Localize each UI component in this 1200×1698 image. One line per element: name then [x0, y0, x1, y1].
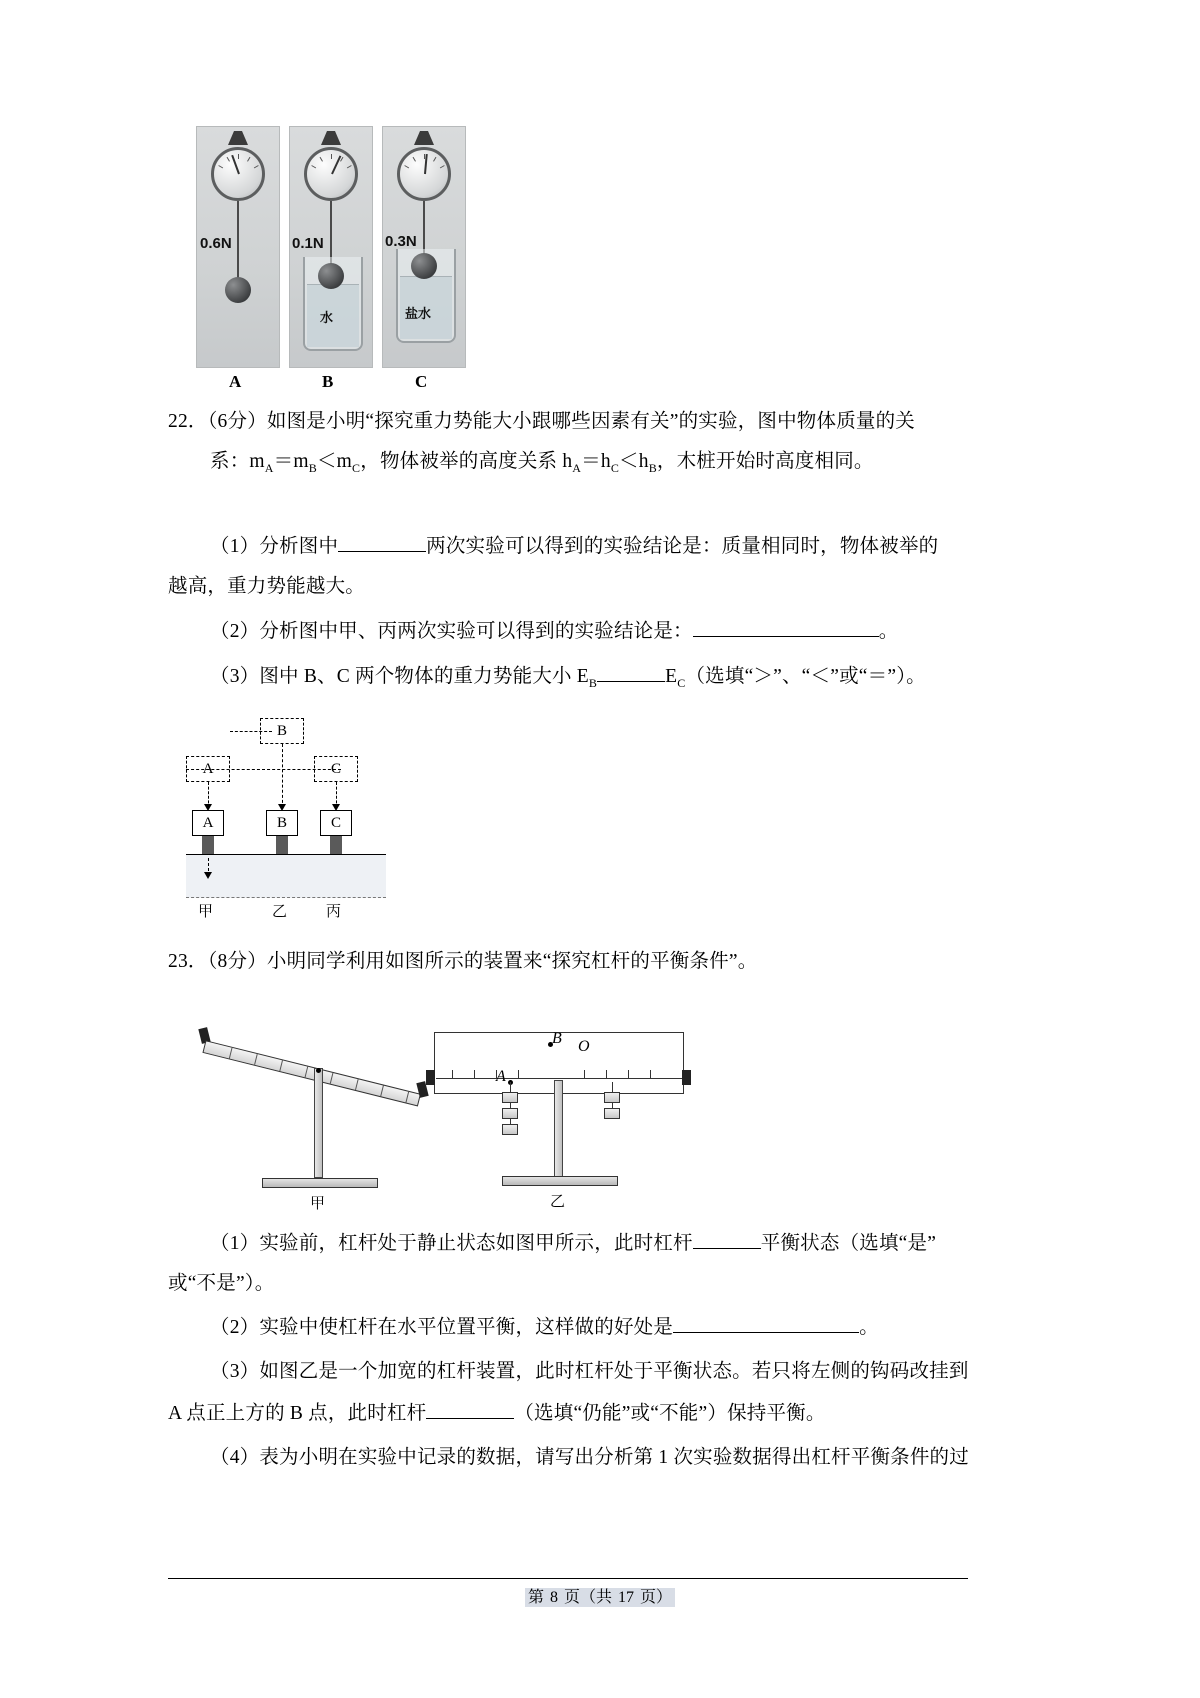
- scale-panel-a: [196, 126, 280, 368]
- figure-spring-scales: [196, 126, 464, 398]
- lever-cap-left-yi: [426, 1070, 435, 1085]
- caption-yi: 乙: [272, 904, 288, 920]
- q22-part3: [210, 655, 926, 705]
- scale-panel-c: [382, 126, 466, 368]
- answer-blank[interactable]: [338, 551, 426, 552]
- caption-a: A: [229, 372, 242, 391]
- lever-cap-right-yi: [682, 1070, 691, 1085]
- answer-blank[interactable]: [673, 1332, 859, 1333]
- label-a: A: [496, 1068, 506, 1085]
- q22-line2-a: 系：m: [210, 451, 265, 472]
- sub-c: C: [352, 460, 361, 475]
- label-o: O: [578, 1038, 590, 1055]
- caption-jia-lever: 甲: [310, 1196, 326, 1212]
- q22-line2-g: ，木桩开始时高度相同。: [656, 451, 874, 472]
- lever-base-yi: [502, 1176, 618, 1186]
- q23-p3-b: A 点正上方的 B 点，此时杠杆: [168, 1403, 427, 1424]
- weight-left-1: [502, 1092, 518, 1103]
- q23-part3-line1: （3）如图乙是一个加宽的杠杆装置，此时杠杆处于平衡状态。若只将左侧的钩码改挂到: [210, 1361, 969, 1382]
- caption-yi-lever: 乙: [550, 1194, 566, 1210]
- q23-line1: 23．（8分）小明同学利用如图所示的装置来“探究杠杆的平衡条件”。: [168, 951, 758, 972]
- dial-icon: [304, 147, 358, 201]
- sub-f: B: [648, 460, 657, 475]
- q23-part2: [210, 1306, 879, 1350]
- figure-scales-captions: [196, 372, 464, 394]
- sub-a: A: [264, 460, 274, 475]
- liquid-label-water: 水: [320, 310, 334, 325]
- q22-line2: [210, 440, 874, 490]
- q23-part1-line1: [210, 1222, 936, 1266]
- q23-p1-b: 平衡状态（选填“是”: [760, 1233, 937, 1254]
- q22-line2-e: ＝h: [581, 451, 611, 472]
- figure-potential-energy: [186, 712, 406, 924]
- q23-p2-b: 。: [859, 1317, 879, 1338]
- q22-line2-f: ＜h: [619, 451, 649, 472]
- page-footer: [0, 1584, 1200, 1607]
- sub-ec: C: [677, 675, 686, 690]
- q23-p3-c: （选填“仍能”或“不能”）保持平衡。: [514, 1403, 826, 1424]
- lever-post-jia: [314, 1068, 323, 1178]
- footer-total-pages: 17: [615, 1588, 637, 1607]
- q22-part2: [210, 610, 898, 654]
- hook-icon: [228, 131, 248, 145]
- answer-blank[interactable]: [693, 1248, 761, 1249]
- q22-line2-b: ＝m: [273, 451, 309, 472]
- q22-part1-line1: [210, 525, 938, 569]
- sub-e: C: [610, 460, 620, 475]
- q22-p3-a: （3）图中 B、C 两个物体的重力势能大小 E: [210, 666, 589, 687]
- scale-reading-a: 0.6N: [200, 235, 232, 252]
- hook-icon: [321, 131, 341, 145]
- answer-blank[interactable]: [693, 636, 879, 637]
- lever-bar-jia: [202, 1040, 421, 1106]
- label-b: B: [552, 1030, 562, 1047]
- weight-right-1: [604, 1092, 620, 1103]
- block-c: C: [320, 810, 352, 836]
- caption-bing: 丙: [326, 904, 342, 920]
- sub-d: A: [572, 460, 582, 475]
- sub-eb: B: [588, 675, 598, 690]
- q23-p2-a: （2）实验中使杠杆在水平位置平衡，这样做的好处是: [210, 1317, 674, 1338]
- footer-rule: [168, 1578, 968, 1579]
- pivot-point-jia: [316, 1068, 321, 1073]
- figure-lever: [196, 1030, 736, 1210]
- q22-p3-b: E: [665, 666, 678, 687]
- dial-icon: [397, 147, 451, 201]
- q22-line1: 22．（6分）如图是小明“探究重力势能大小跟哪些因素有关”的实验，图中物体质量的关: [168, 411, 916, 432]
- answer-blank[interactable]: [426, 1418, 514, 1419]
- q22-line2-d: ，物体被举的高度关系 h: [360, 451, 573, 472]
- q23-part4: （4）表为小明在实验中记录的数据，请写出分析第 1 次实验数据得出杠杆平衡条件的过: [210, 1447, 969, 1468]
- liquid-label-saltwater: 盐水: [405, 306, 432, 321]
- lever-base-jia: [262, 1178, 378, 1188]
- sub-b: B: [308, 460, 317, 475]
- hook-icon: [414, 131, 434, 145]
- ground: [186, 854, 386, 898]
- footer-prefix: 第: [525, 1588, 547, 1607]
- lever-post-yi: [554, 1080, 563, 1178]
- scale-reading-c: 0.3N: [385, 233, 417, 250]
- weight-left-3: [502, 1124, 518, 1135]
- q22-part1-line2: 越高，重力势能越大。: [168, 576, 366, 597]
- caption-b: B: [322, 372, 334, 391]
- weight-left-2: [502, 1108, 518, 1119]
- answer-blank[interactable]: [597, 681, 665, 682]
- q22-p3-c: （选填“＞”、“＜”或“＝”）。: [685, 666, 926, 687]
- q23-part3-line2: [168, 1392, 826, 1436]
- footer-page-number: 8: [547, 1588, 561, 1607]
- scale-reading-b: 0.1N: [292, 235, 324, 252]
- caption-jia: 甲: [198, 904, 214, 920]
- dashed-box-c: C: [314, 756, 358, 782]
- block-b: B: [266, 810, 298, 836]
- q22-p2-b: 。: [878, 621, 899, 642]
- dashed-box-a: A: [186, 756, 230, 782]
- q22-p2-a: （2）分析图中甲、丙两次实验可以得到的实验结论是：: [210, 621, 693, 642]
- footer-mid: 页（共: [561, 1588, 615, 1607]
- caption-c: C: [415, 372, 428, 391]
- q22-p1-a: （1）分析图中: [210, 536, 339, 557]
- q22-line2-c: ＜m: [316, 451, 353, 472]
- dashed-box-b: B: [260, 718, 304, 744]
- q23-p1-a: （1）实验前，杠杆处于静止状态如图甲所示，此时杠杆: [210, 1233, 693, 1254]
- q23-part1-line2: 或“不是”）。: [168, 1273, 275, 1294]
- scale-panel-b: [289, 126, 373, 368]
- q22-p1-b: 两次实验可以得到的实验结论是：质量相同时，物体被举的: [426, 536, 939, 557]
- dial-icon: [211, 147, 265, 201]
- block-a: A: [192, 810, 224, 836]
- weight-right-2: [604, 1108, 620, 1119]
- footer-suffix: 页）: [637, 1588, 675, 1607]
